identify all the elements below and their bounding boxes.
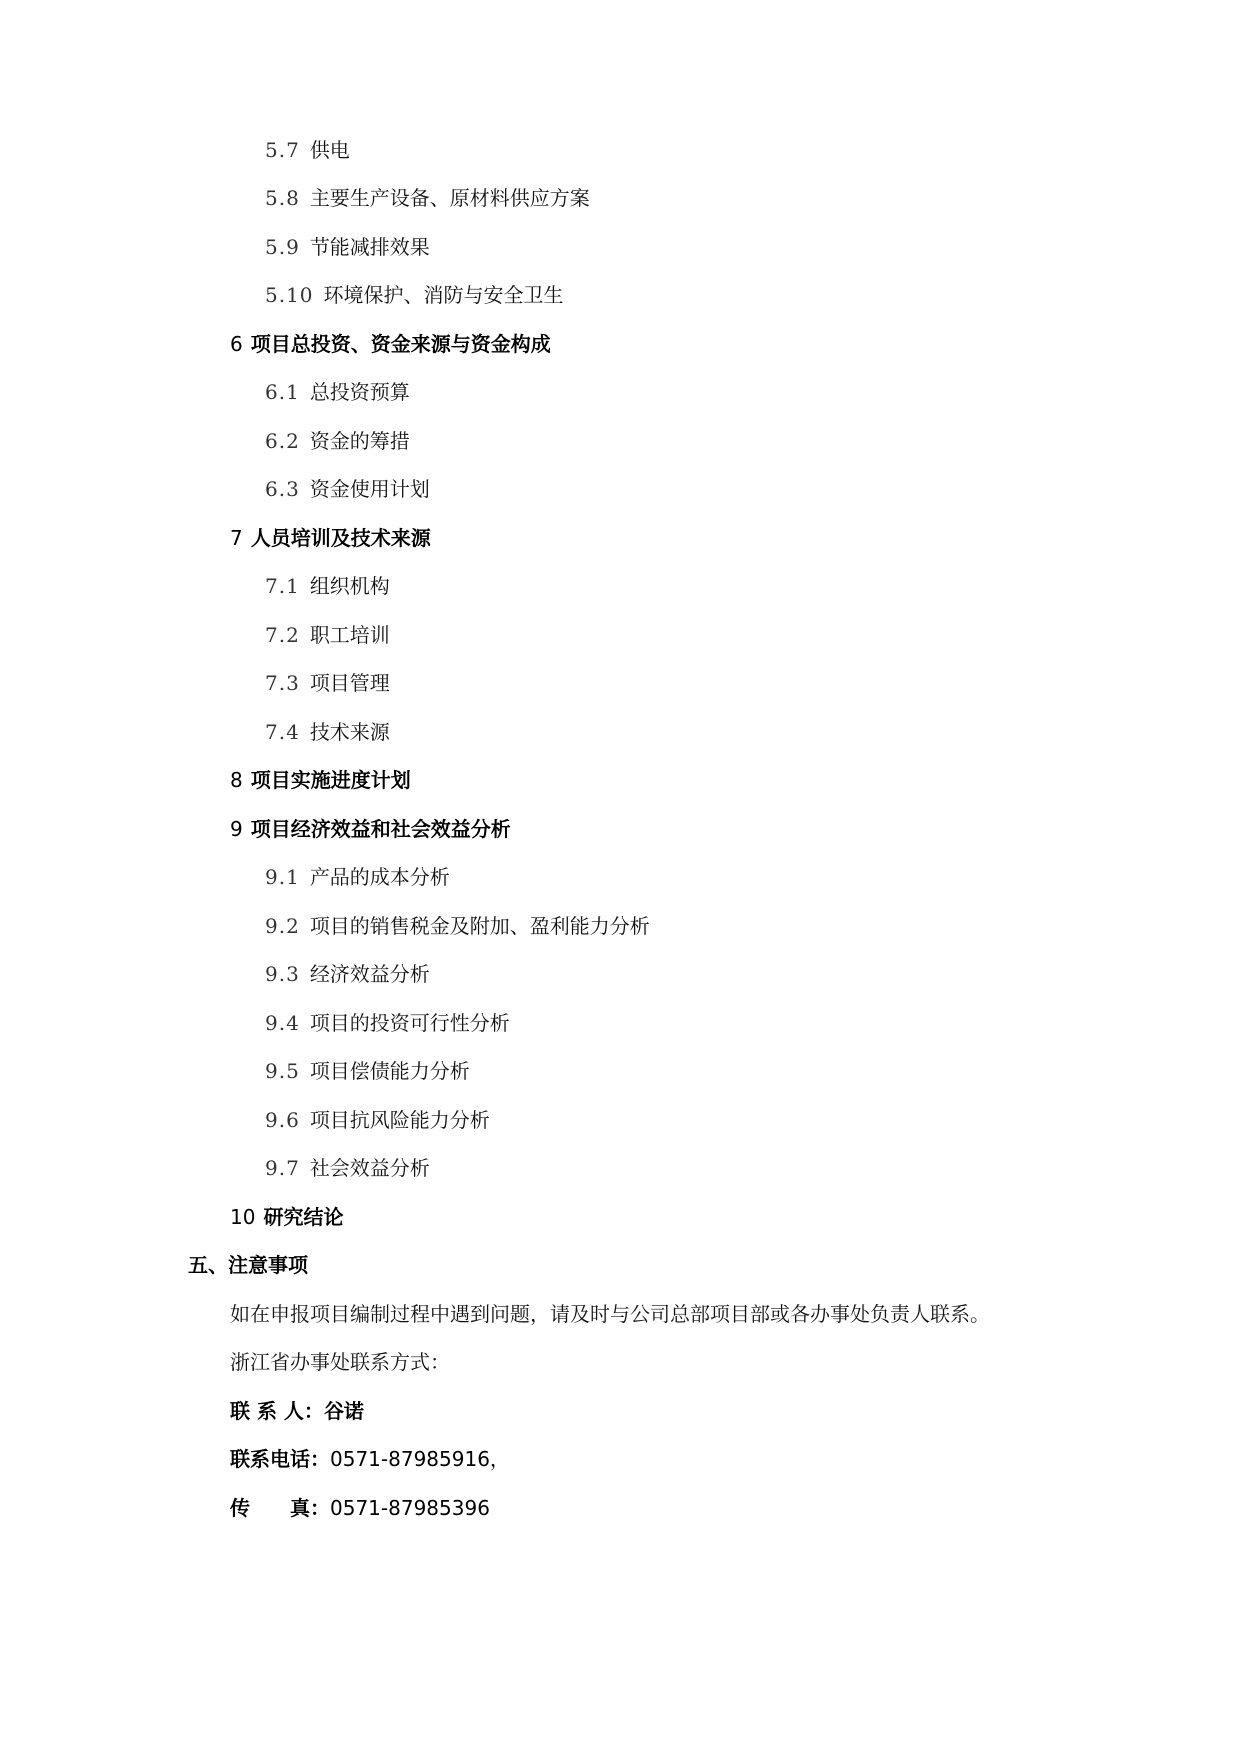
toc-title: 项目的投资可行性分析 <box>309 1011 510 1035</box>
toc-title: 职工培训 <box>309 623 390 647</box>
toc-item-5-9 <box>265 233 430 261</box>
toc-title: 项目总投资、资金来源与资金构成 <box>250 332 551 356</box>
toc-item-7-3 <box>265 669 390 697</box>
contact-phone-label: 联系电话： <box>230 1447 330 1471</box>
contact-person <box>230 1397 364 1425</box>
toc-title: 项目管理 <box>309 671 390 695</box>
toc-number: 9.1 <box>265 865 300 889</box>
toc-number: 9.6 <box>265 1108 300 1132</box>
toc-item-5-8 <box>265 184 590 212</box>
toc-number: 7.3 <box>265 671 300 695</box>
toc-item-9-4 <box>265 1009 510 1037</box>
toc-item-5-10 <box>265 281 564 309</box>
toc-title: 资金使用计划 <box>309 477 430 501</box>
toc-item-9-5 <box>265 1057 470 1085</box>
toc-number: 9.4 <box>265 1011 300 1035</box>
contact-fax-value: 0571-87985396 <box>330 1496 490 1520</box>
toc-item-6-2 <box>265 427 410 455</box>
toc-title: 项目实施进度计划 <box>250 768 411 792</box>
toc-number: 6 <box>230 332 243 356</box>
toc-number: 9 <box>230 817 243 841</box>
toc-number: 6.1 <box>265 380 300 404</box>
toc-item-9-6 <box>265 1106 490 1134</box>
toc-number: 7.2 <box>265 623 300 647</box>
toc-title: 人员培训及技术来源 <box>250 526 431 550</box>
toc-item-7-4 <box>265 718 390 746</box>
toc-number: 9.5 <box>265 1059 300 1083</box>
contact-fax-label: 传 真： <box>230 1496 330 1520</box>
toc-title: 项目的销售税金及附加、盈利能力分析 <box>309 914 650 938</box>
toc-chapter-10 <box>230 1203 343 1231</box>
toc-number: 6.3 <box>265 477 300 501</box>
toc-chapter-6 <box>230 330 551 358</box>
toc-item-6-3 <box>265 475 430 503</box>
toc-number: 6.2 <box>265 429 300 453</box>
toc-title: 节能减排效果 <box>309 235 430 259</box>
toc-number: 7 <box>230 526 243 550</box>
toc-title: 社会效益分析 <box>309 1156 430 1180</box>
toc-title: 项目偿债能力分析 <box>309 1059 470 1083</box>
toc-title: 组织机构 <box>309 574 390 598</box>
toc-title: 总投资预算 <box>309 380 410 404</box>
toc-chapter-9 <box>230 815 511 843</box>
toc-title: 项目经济效益和社会效益分析 <box>250 817 511 841</box>
toc-item-9-7 <box>265 1154 430 1182</box>
toc-title: 环境保护、消防与安全卫生 <box>323 283 564 307</box>
toc-item-6-1 <box>265 378 410 406</box>
toc-item-9-3 <box>265 960 430 988</box>
toc-item-9-2 <box>265 912 650 940</box>
toc-item-7-2 <box>265 621 390 649</box>
toc-title: 资金的筹措 <box>309 429 410 453</box>
toc-item-5-7 <box>265 136 350 164</box>
contact-fax <box>230 1494 490 1522</box>
contact-phone-value: 0571-87985916， <box>330 1447 510 1471</box>
toc-number: 5.7 <box>265 138 300 162</box>
notes-paragraph: 如在申报项目编制过程中遇到问题，请及时与公司总部项目部或各办事处负责人联系。 <box>230 1302 990 1326</box>
toc-number: 9.7 <box>265 1156 300 1180</box>
toc-title: 供电 <box>309 138 350 162</box>
toc-number: 7.1 <box>265 574 300 598</box>
toc-title: 研究结论 <box>263 1205 344 1229</box>
toc-item-7-1 <box>265 572 390 600</box>
toc-number: 5.8 <box>265 186 300 210</box>
toc-title: 主要生产设备、原材料供应方案 <box>309 186 590 210</box>
toc-chapter-7 <box>230 524 431 552</box>
toc-number: 9.2 <box>265 914 300 938</box>
toc-item-9-1 <box>265 863 450 891</box>
notes-heading: 五、注意事项 <box>188 1253 308 1277</box>
office-contact-intro: 浙江省办事处联系方式： <box>230 1350 450 1374</box>
toc-number: 8 <box>230 768 243 792</box>
toc-title: 技术来源 <box>309 720 390 744</box>
toc-number: 10 <box>230 1205 256 1229</box>
toc-number: 5.10 <box>265 283 314 307</box>
contact-person-value: 谷诺 <box>323 1399 364 1423</box>
toc-number: 9.3 <box>265 962 300 986</box>
toc-number: 7.4 <box>265 720 300 744</box>
toc-title: 经济效益分析 <box>309 962 430 986</box>
toc-number: 5.9 <box>265 235 300 259</box>
toc-title: 项目抗风险能力分析 <box>309 1108 490 1132</box>
contact-person-label: 联 系 人： <box>230 1399 324 1423</box>
toc-chapter-8 <box>230 766 411 794</box>
contact-phone <box>230 1445 510 1473</box>
toc-title: 产品的成本分析 <box>309 865 450 889</box>
